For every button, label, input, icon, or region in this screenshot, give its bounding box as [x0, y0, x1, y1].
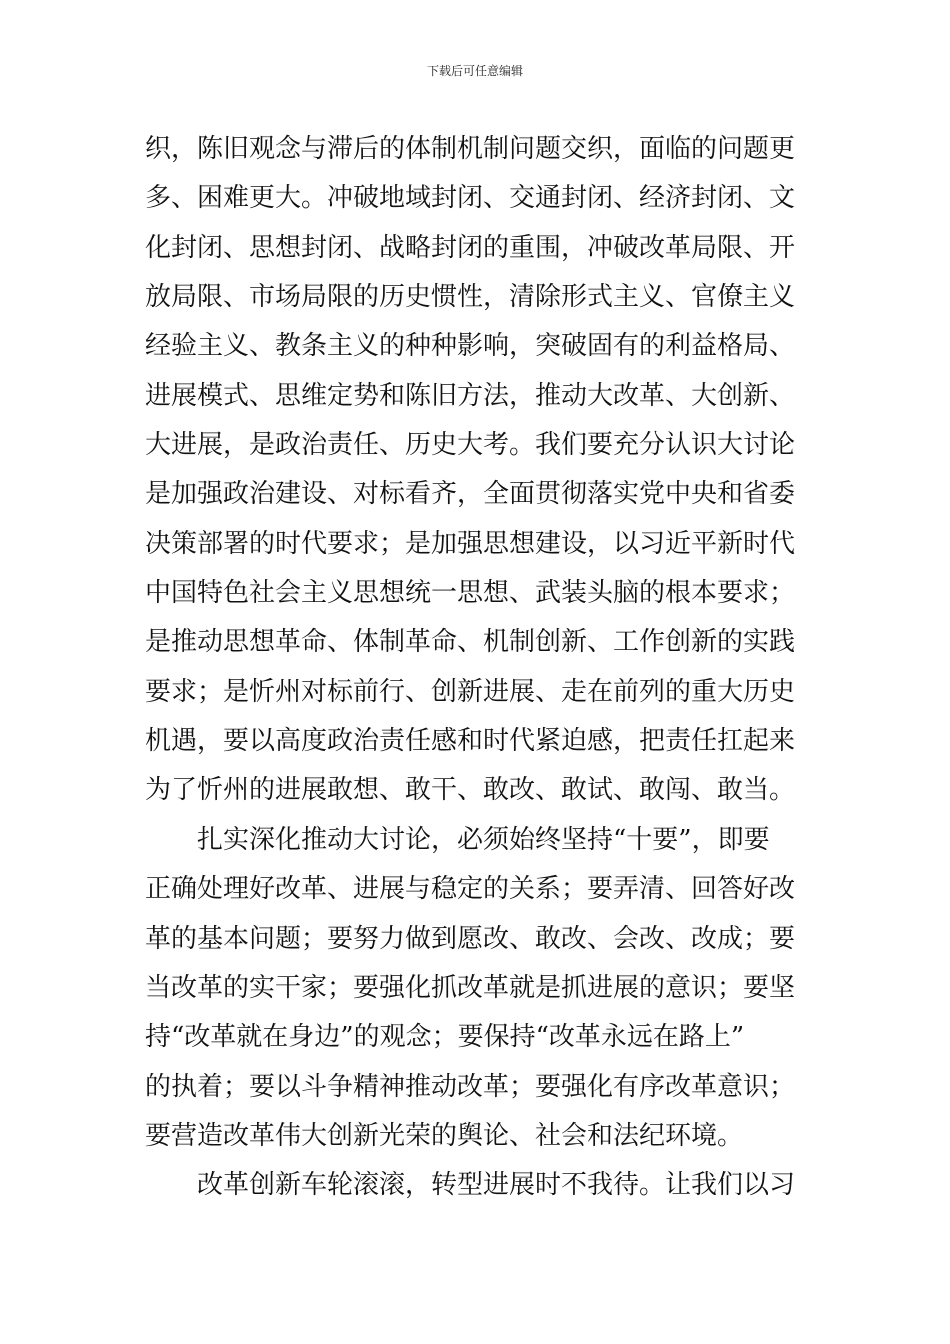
text-line: 是加强政治建设、对标看齐，全面贯彻落实党中央和省委	[145, 479, 796, 510]
text-line: 进展模式、思维定势和陈旧方法，推动大改革、大创新、	[145, 380, 796, 411]
text-line: 正确处理好改革、进展与稳定的关系；要弄清、回答好改	[145, 874, 796, 905]
text-line: 当改革的实干家；要强化抓改革就是抓进展的意识；要坚	[145, 972, 796, 1003]
text-line: 经验主义、教条主义的种种影响，突破固有的利益格局、	[145, 331, 796, 362]
text-line: 多、困难更大。冲破地域封闭、交通封闭、经济封闭、文	[145, 183, 796, 214]
text-line: 大进展，是政治责任、历史大考。我们要充分认识大讨论	[145, 430, 796, 461]
document-body	[145, 125, 810, 1211]
text-line: 扎实深化推动大讨论，必须始终坚持“十要”，即要	[197, 824, 770, 855]
text-line: 的执着；要以斗争精神推动改革；要强化有序改革意识；	[145, 1071, 796, 1102]
text-line: 要营造改革伟大创新光荣的舆论、社会和法纪环境。	[145, 1120, 744, 1151]
text-line: 中国特色社会主义思想统一思想、武装头脑的根本要求；	[145, 578, 796, 609]
text-line: 放局限、市场局限的历史惯性，清除形式主义、官僚主义	[145, 282, 796, 313]
text-line: 为了忻州的进展敢想、敢干、敢改、敢试、敢闯、敢当。	[145, 775, 796, 806]
text-line: 革的基本问题；要努力做到愿改、敢改、会改、改成；要	[145, 923, 796, 954]
text-line: 持“改革就在身边”的观念；要保持“改革永远在路上”	[145, 1022, 745, 1053]
text-line: 决策部署的时代要求；是加强思想建设，以习近平新时代	[145, 528, 796, 559]
text-line: 要求；是忻州对标前行、创新进展、走在前列的重大历史	[145, 676, 796, 707]
text-line: 机遇，要以高度政治责任感和时代紧迫感，把责任扛起来	[145, 726, 796, 757]
text-line: 织，陈旧观念与滞后的体制机制问题交织，面临的问题更	[145, 134, 796, 164]
text-line: 改革创新车轮滚滚，转型进展时不我待。让我们以习	[197, 1170, 796, 1201]
text-line: 化封闭、思想封闭、战略封闭的重围，冲破改革局限、开	[145, 232, 796, 263]
text-line: 是推动思想革命、体制革命、机制创新、工作创新的实践	[145, 627, 796, 658]
header-note: 下载后可任意编辑	[426, 64, 523, 78]
